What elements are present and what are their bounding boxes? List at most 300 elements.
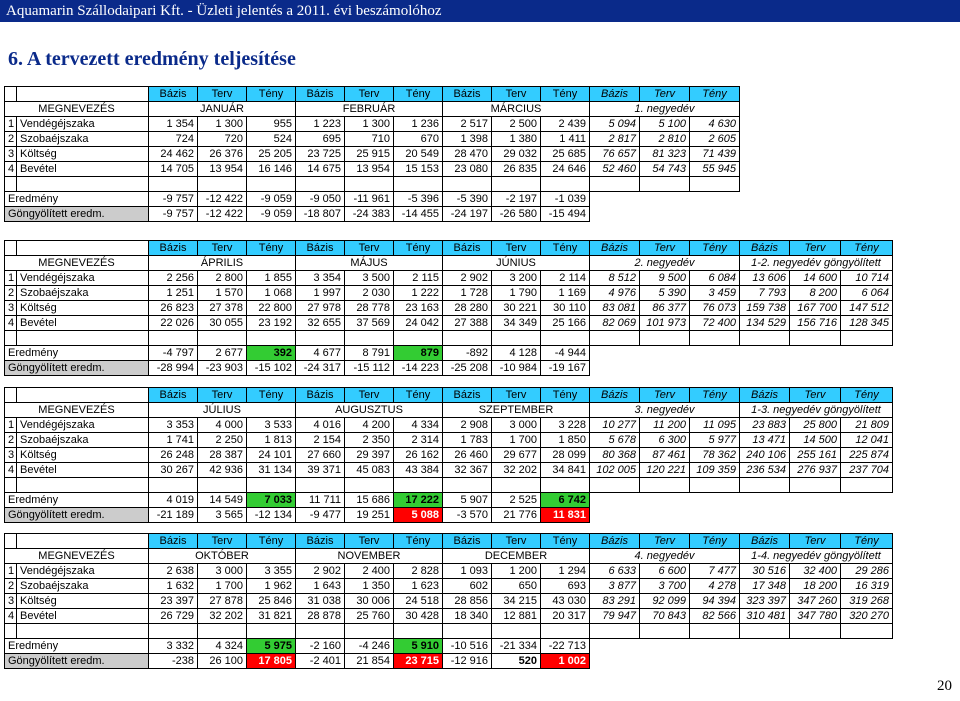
spacer [541,177,590,192]
eredmeny-row [5,639,893,654]
gongyolitett-cell: -24 197 [443,207,492,222]
row-index: 2 [5,132,17,147]
row-label: Költség [17,301,149,316]
spacer [198,177,247,192]
column-tag-teny: Tény [541,241,590,256]
data-cell: 30 428 [394,609,443,624]
data-cell: 15 153 [394,162,443,177]
spacer [690,177,740,192]
data-cell: 30 516 [740,564,790,579]
row-index: 3 [5,147,17,162]
column-tag-teny: Tény [841,534,893,549]
data-cell: 43 030 [541,594,590,609]
data-cell: 2 250 [198,433,247,448]
column-tag-bazis: Bázis [740,241,790,256]
data-cell: 3 459 [690,286,740,301]
data-cell: 102 005 [590,463,640,478]
column-tag-teny: Tény [541,87,590,102]
data-cell: 3 353 [149,418,198,433]
spacer [17,241,149,256]
data-cell: 134 529 [740,316,790,331]
data-cell: 54 743 [640,162,690,177]
data-cell: 76 073 [690,301,740,316]
row-label: Bevétel [17,609,149,624]
spacer [590,478,640,493]
data-cell: 25 800 [790,418,841,433]
data-cell: 10 714 [841,271,893,286]
eredmeny-cell: 5 907 [443,493,492,508]
data-cell: 20 549 [394,147,443,162]
data-cell: 1 962 [247,579,296,594]
column-tag-teny: Tény [394,388,443,403]
spacer [17,624,149,639]
eredmeny-cell: 6 742 [541,493,590,508]
data-cell: 320 270 [841,609,893,624]
spacer [149,624,198,639]
data-cell: 52 460 [590,162,640,177]
column-tag-bazis: Bázis [149,241,198,256]
eredmeny-cell: 14 549 [198,493,247,508]
column-tag-bazis: Bázis [740,534,790,549]
data-cell: 24 042 [394,316,443,331]
spacer [394,478,443,493]
quarter-header: 1-4. negyedév göngyölített [740,549,893,564]
spacer [247,478,296,493]
table-row [5,162,740,177]
row-index: 2 [5,286,17,301]
gongyolitett-cell: -12 916 [443,654,492,669]
data-cell: 29 032 [492,147,541,162]
data-cell: 24 101 [247,448,296,463]
eredmeny-cell: 5 910 [394,639,443,654]
spacer [690,331,740,346]
tag-row [5,241,893,256]
month-header-row [5,256,893,271]
eredmeny-cell: 4 128 [492,346,541,361]
data-cell: 24 518 [394,594,443,609]
column-tag-bazis: Bázis [590,388,640,403]
spacer [247,331,296,346]
column-tag-bazis: Bázis [443,388,492,403]
eredmeny-cell: 2 525 [492,493,541,508]
data-cell: 72 400 [690,316,740,331]
data-cell: 9 500 [640,271,690,286]
data-cell: 2 638 [149,564,198,579]
eredmeny-cell: -22 713 [541,639,590,654]
data-cell: 159 738 [740,301,790,316]
column-tag-teny: Tény [690,534,740,549]
spacer [590,331,640,346]
data-cell: 3 355 [247,564,296,579]
megnevezes-header: MEGNEVEZÉS [5,403,149,418]
quarter-header: 3. negyedév [590,403,740,418]
data-cell: 101 973 [640,316,690,331]
data-cell: 27 978 [296,301,345,316]
column-tag-bazis: Bázis [443,241,492,256]
data-cell: 1 700 [198,579,247,594]
eredmeny-cell: 7 033 [247,493,296,508]
data-cell: 2 828 [394,564,443,579]
spacer [149,331,198,346]
spacer [198,624,247,639]
data-cell: 11 095 [690,418,740,433]
column-tag-teny: Tény [541,534,590,549]
column-tag-bazis: Bázis [296,241,345,256]
column-tag-teny: Tény [690,241,740,256]
gongyolitett-cell: -21 189 [149,508,198,523]
data-cell: 26 835 [492,162,541,177]
spacer [149,177,198,192]
month-header-row [5,102,740,117]
spacer [443,478,492,493]
eredmeny-cell: -4 944 [541,346,590,361]
data-cell: 28 778 [345,301,394,316]
gongyolitett-label: Göngyölített eredm. [5,207,149,222]
data-cell: 1 728 [443,286,492,301]
data-cell: 30 267 [149,463,198,478]
eredmeny-cell: 15 686 [345,493,394,508]
data-cell: 27 660 [296,448,345,463]
data-cell: 87 461 [640,448,690,463]
spacer [345,478,394,493]
column-tag-terv: Terv [492,534,541,549]
data-cell: 21 809 [841,418,893,433]
data-cell: 347 780 [790,609,841,624]
data-cell: 1 700 [492,433,541,448]
data-cell: 2 439 [541,117,590,132]
data-cell: 2 030 [345,286,394,301]
eredmeny-cell: -9 050 [296,192,345,207]
month-header: MÁRCIUS [443,102,590,117]
data-cell: 32 400 [790,564,841,579]
row-index: 4 [5,463,17,478]
data-cell: 6 300 [640,433,690,448]
data-cell: 1 294 [541,564,590,579]
data-cell: 4 630 [690,117,740,132]
spacer [541,478,590,493]
data-cell: 28 387 [198,448,247,463]
gap-row [5,478,893,493]
column-tag-bazis: Bázis [590,534,640,549]
header-title: Aquamarin Szállodaipari Kft. - Üzleti jelentés a 2011. évi beszámolóhoz [6,3,442,19]
gap-row [5,331,893,346]
data-cell: 1 200 [492,564,541,579]
data-cell: 78 362 [690,448,740,463]
data-cell: 2 902 [443,271,492,286]
data-cell: 45 083 [345,463,394,478]
row-label: Szobaéjszaka [17,132,149,147]
data-cell: 2 800 [198,271,247,286]
row-index: 3 [5,594,17,609]
data-cell: 31 134 [247,463,296,478]
eredmeny-cell: -9 059 [247,192,296,207]
column-tag-terv: Terv [345,534,394,549]
data-cell: 3 700 [640,579,690,594]
data-cell: 34 841 [541,463,590,478]
table-row [5,448,893,463]
data-cell: 3 533 [247,418,296,433]
gongyolitett-cell: -9 059 [247,207,296,222]
eredmeny-cell: -5 396 [394,192,443,207]
data-cell: 92 099 [640,594,690,609]
data-cell: 13 471 [740,433,790,448]
gongyolitett-cell: 17 805 [247,654,296,669]
gongyolitett-label: Göngyölített eredm. [5,508,149,523]
data-cell: 16 146 [247,162,296,177]
gongyolitett-cell: 11 831 [541,508,590,523]
row-label: Vendégéjszaka [17,117,149,132]
gap-row [5,177,740,192]
gongyolitett-cell: -24 317 [296,361,345,376]
data-cell: 27 878 [198,594,247,609]
data-cell: 5 094 [590,117,640,132]
data-cell: 27 378 [198,301,247,316]
data-cell: 18 340 [443,609,492,624]
column-tag-terv: Terv [198,388,247,403]
data-cell: 1 741 [149,433,198,448]
table-row [5,301,893,316]
data-cell: 25 205 [247,147,296,162]
data-cell: 43 384 [394,463,443,478]
data-cell: 225 874 [841,448,893,463]
column-tag-terv: Terv [640,388,690,403]
data-cell: 13 606 [740,271,790,286]
data-cell: 70 843 [640,609,690,624]
data-cell: 26 729 [149,609,198,624]
data-cell: 156 716 [790,316,841,331]
eredmeny-row [5,346,893,361]
column-tag-teny: Tény [247,388,296,403]
data-cell: 8 512 [590,271,640,286]
data-cell: 1 251 [149,286,198,301]
spacer [394,624,443,639]
column-tag-bazis: Bázis [296,534,345,549]
spacer [443,624,492,639]
data-cell: 1 632 [149,579,198,594]
row-index: 3 [5,448,17,463]
document-header [0,0,960,22]
data-cell: 29 286 [841,564,893,579]
spacer [5,331,17,346]
data-cell: 602 [443,579,492,594]
data-cell: 2 115 [394,271,443,286]
spacer [198,478,247,493]
data-cell: 37 569 [345,316,394,331]
gongyolitett-cell: -9 757 [149,207,198,222]
data-cell: 695 [296,132,345,147]
data-cell: 2 114 [541,271,590,286]
data-cell: 14 705 [149,162,198,177]
spacer [740,478,790,493]
data-cell: 4 278 [690,579,740,594]
data-cell: 6 633 [590,564,640,579]
eredmeny-cell: 4 677 [296,346,345,361]
data-cell: 347 260 [790,594,841,609]
data-cell: 17 348 [740,579,790,594]
data-cell: 27 388 [443,316,492,331]
data-cell: 23 163 [394,301,443,316]
column-tag-terv: Terv [492,241,541,256]
data-cell: 11 200 [640,418,690,433]
data-cell: 4 334 [394,418,443,433]
gongyolitett-cell: 19 251 [345,508,394,523]
eredmeny-row [5,192,740,207]
data-cell: 3 228 [541,418,590,433]
row-index: 4 [5,162,17,177]
spacer [247,177,296,192]
data-cell: 3 000 [492,418,541,433]
gongyolitett-cell: -28 994 [149,361,198,376]
data-cell: 670 [394,132,443,147]
section-title: 6. A tervezett eredmény teljesítése [8,48,296,70]
spacer [590,177,640,192]
data-cell: 23 192 [247,316,296,331]
data-cell: 1 790 [492,286,541,301]
data-cell: 81 323 [640,147,690,162]
data-cell: 28 856 [443,594,492,609]
spacer [17,388,149,403]
column-tag-terv: Terv [492,87,541,102]
data-cell: 2 902 [296,564,345,579]
eredmeny-cell: -2 197 [492,192,541,207]
column-tag-bazis: Bázis [443,534,492,549]
data-cell: 28 280 [443,301,492,316]
data-cell: 28 470 [443,147,492,162]
data-cell: 8 200 [790,286,841,301]
gongyolitett-cell: -9 477 [296,508,345,523]
spacer [345,331,394,346]
gongyolitett-row [5,654,893,669]
data-cell: 25 166 [541,316,590,331]
spacer [790,624,841,639]
data-cell: 147 512 [841,301,893,316]
row-label: Bevétel [17,463,149,478]
column-tag-terv: Terv [790,241,841,256]
data-cell: 14 500 [790,433,841,448]
data-cell: 16 319 [841,579,893,594]
gongyolitett-cell: -26 580 [492,207,541,222]
column-tag-teny: Tény [394,87,443,102]
data-cell: 3 877 [590,579,640,594]
data-cell: 83 081 [590,301,640,316]
data-cell: 319 268 [841,594,893,609]
data-cell: 1 997 [296,286,345,301]
column-tag-terv: Terv [345,87,394,102]
gongyolitett-cell: -12 422 [198,207,247,222]
eredmeny-cell: 8 791 [345,346,394,361]
spacer [640,478,690,493]
data-cell: 23 883 [740,418,790,433]
data-cell: 86 377 [640,301,690,316]
tag-row [5,534,893,549]
gongyolitett-cell: 23 715 [394,654,443,669]
column-tag-terv: Terv [640,241,690,256]
gongyolitett-cell: 21 854 [345,654,394,669]
spacer [5,534,17,549]
data-cell: 30 006 [345,594,394,609]
table-row [5,147,740,162]
eredmeny-cell: -10 516 [443,639,492,654]
column-tag-bazis: Bázis [590,87,640,102]
eredmeny-row [5,493,893,508]
data-cell: 71 439 [690,147,740,162]
table-row [5,579,893,594]
column-tag-teny: Tény [247,534,296,549]
spacer [740,624,790,639]
spacer [841,478,893,493]
data-cell: 76 657 [590,147,640,162]
column-tag-bazis: Bázis [740,388,790,403]
spacer [17,331,149,346]
table-row [5,132,740,147]
eredmeny-cell: -11 961 [345,192,394,207]
megnevezes-header: MEGNEVEZÉS [5,256,149,271]
column-tag-terv: Terv [198,534,247,549]
table-row [5,609,893,624]
data-cell: 25 846 [247,594,296,609]
column-tag-teny: Tény [541,388,590,403]
column-tag-teny: Tény [841,241,893,256]
data-cell: 2 517 [443,117,492,132]
spacer [5,388,17,403]
table-row [5,117,740,132]
month-header: JANUÁR [149,102,296,117]
table-row [5,286,893,301]
column-tag-terv: Terv [640,87,690,102]
column-tag-terv: Terv [640,534,690,549]
gongyolitett-cell: -14 223 [394,361,443,376]
data-cell: 22 026 [149,316,198,331]
data-cell: 42 936 [198,463,247,478]
spacer [5,87,17,102]
spacer [640,177,690,192]
gongyolitett-cell: 520 [492,654,541,669]
data-cell: 28 878 [296,609,345,624]
eredmeny-cell: 4 019 [149,493,198,508]
gongyolitett-cell: -2 401 [296,654,345,669]
data-cell: 31 038 [296,594,345,609]
row-index: 1 [5,564,17,579]
data-cell: 83 291 [590,594,640,609]
month-header: DECEMBER [443,549,590,564]
gongyolitett-cell: -12 134 [247,508,296,523]
data-cell: 26 460 [443,448,492,463]
month-header: JÚNIUS [443,256,590,271]
spacer [5,478,17,493]
data-cell: 13 954 [345,162,394,177]
column-tag-terv: Terv [790,388,841,403]
eredmeny-cell: 392 [247,346,296,361]
eredmeny-cell: 17 222 [394,493,443,508]
row-label: Költség [17,594,149,609]
spacer [841,331,893,346]
row-index: 3 [5,301,17,316]
gongyolitett-cell: -238 [149,654,198,669]
data-cell: 4 016 [296,418,345,433]
row-label: Vendégéjszaka [17,564,149,579]
data-cell: 12 881 [492,609,541,624]
table-row [5,594,893,609]
column-tag-terv: Terv [345,241,394,256]
month-header: SZEPTEMBER [443,403,590,418]
eredmeny-cell: 879 [394,346,443,361]
eredmeny-label: Eredmény [5,346,149,361]
eredmeny-cell: -5 390 [443,192,492,207]
month-header: FEBRUÁR [296,102,443,117]
data-cell: 6 084 [690,271,740,286]
data-cell: 5 100 [640,117,690,132]
spacer [492,177,541,192]
